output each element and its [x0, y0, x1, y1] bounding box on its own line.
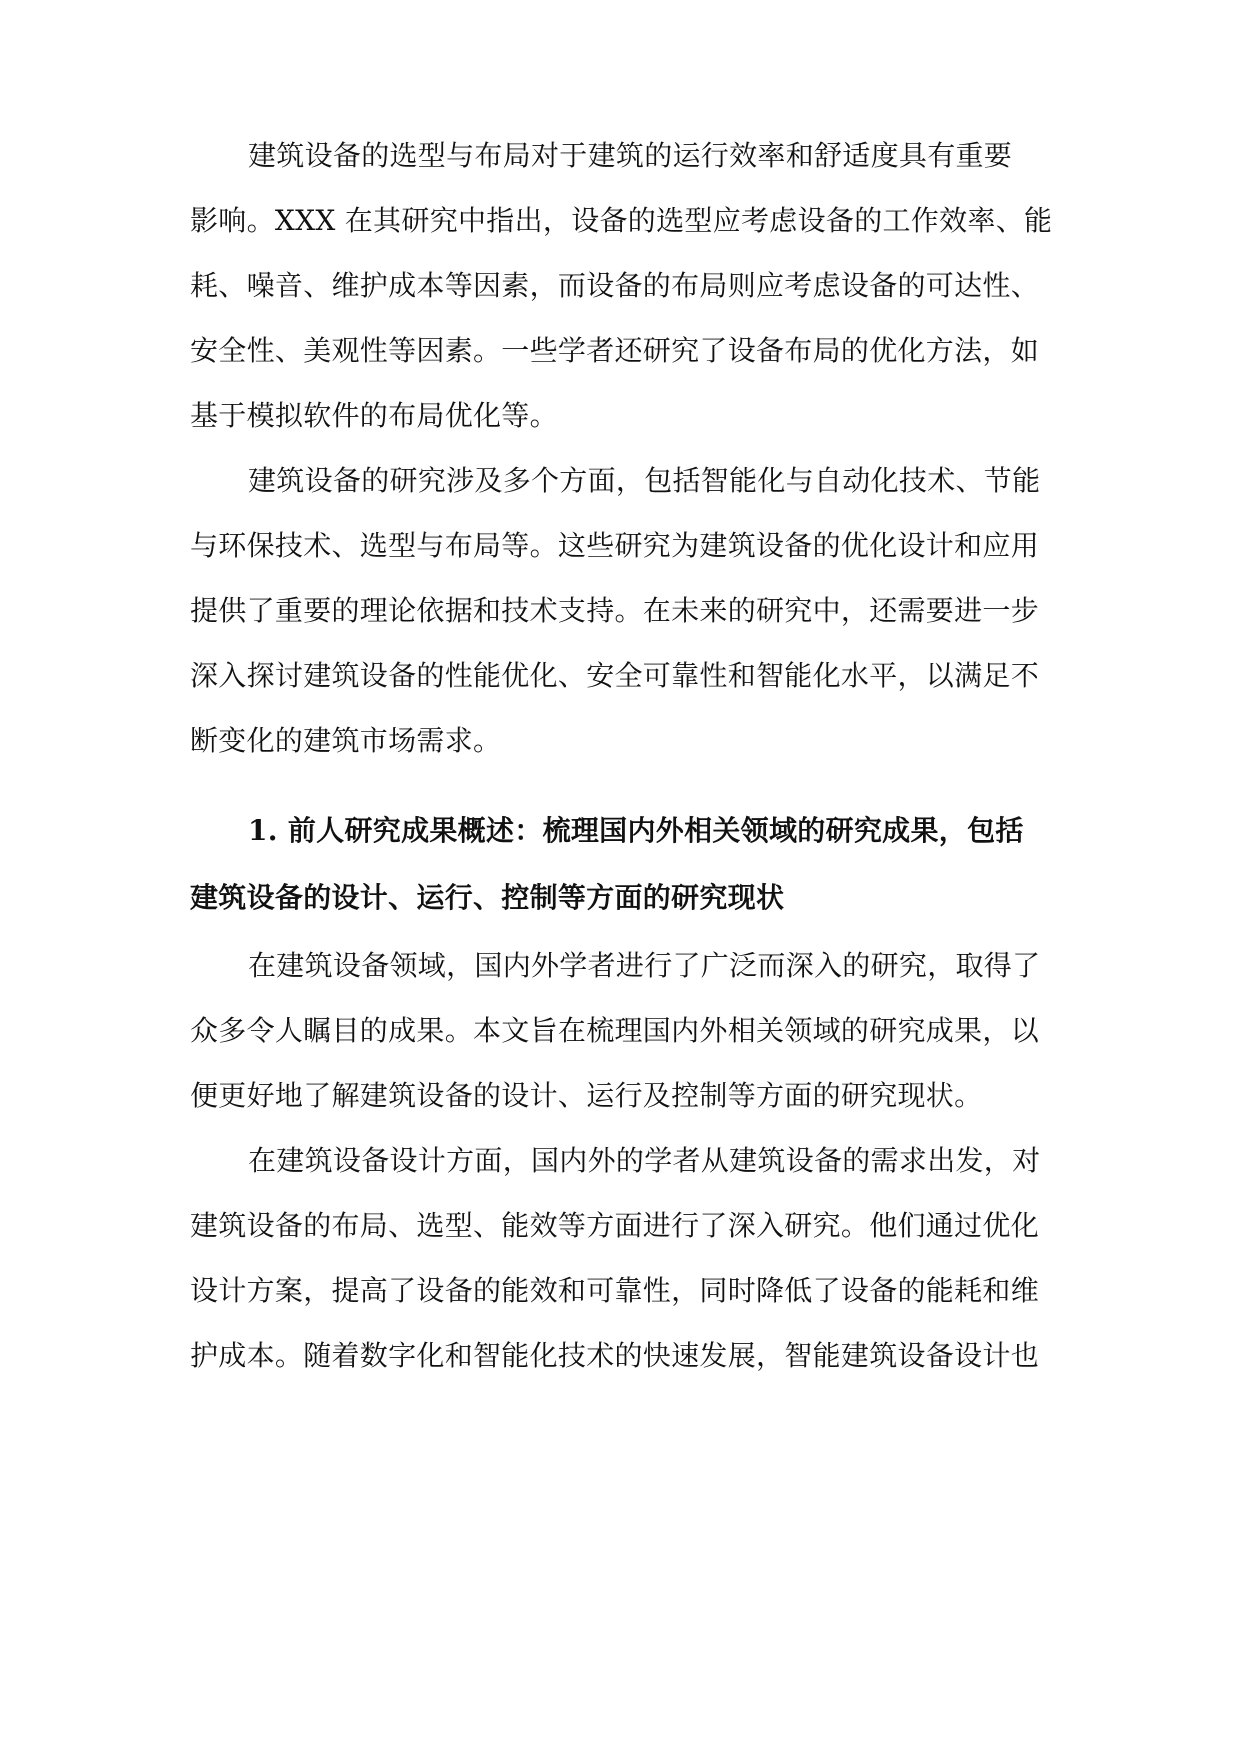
paragraph-2-line-2: 与环保技术、选型与布局等。这些研究为建筑设备的优化设计和应用	[190, 529, 1040, 562]
paragraph-1-line-1: 建筑设备的选型与布局对于建筑的运行效率和舒适度具有重要	[248, 139, 1013, 172]
section-heading-line-1: 1. 前人研究成果概述：梳理国内外相关领域的研究成果，包括	[248, 814, 1024, 847]
paragraph-2-line-1: 建筑设备的研究涉及多个方面，包括智能化与自动化技术、节能	[248, 464, 1041, 497]
paragraph-4-line-4: 护成本。随着数字化和智能化技术的快速发展，智能建筑设备设计也	[190, 1339, 1040, 1372]
paragraph-3-line-3: 便更好地了解建筑设备的设计、运行及控制等方面的研究现状。	[190, 1079, 983, 1112]
paragraph-4-line-3: 设计方案，提高了设备的能效和可靠性，同时降低了设备的能耗和维	[190, 1274, 1040, 1307]
paragraph-1-line-4: 安全性、美观性等因素。一些学者还研究了设备布局的优化方法，如	[190, 334, 1040, 367]
paragraph-2-line-4: 深入探讨建筑设备的性能优化、安全可靠性和智能化水平，以满足不	[190, 659, 1040, 692]
paragraph-4-line-2: 建筑设备的布局、选型、能效等方面进行了深入研究。他们通过优化	[190, 1209, 1040, 1242]
paragraph-3-line-2: 众多令人瞩目的成果。本文旨在梳理国内外相关领域的研究成果，以	[190, 1014, 1040, 1047]
paragraph-2-line-3: 提供了重要的理论依据和技术支持。在未来的研究中，还需要进一步	[190, 594, 1040, 627]
paragraph-3-line-1: 在建筑设备领域，国内外学者进行了广泛而深入的研究，取得了	[248, 949, 1041, 982]
paragraph-4-line-1: 在建筑设备设计方面，国内外的学者从建筑设备的需求出发，对	[248, 1144, 1041, 1177]
section-heading-line-2: 建筑设备的设计、运行、控制等方面的研究现状	[190, 881, 785, 914]
paragraph-1-line-3: 耗、噪音、维护成本等因素，而设备的布局则应考虑设备的可达性、	[190, 269, 1040, 302]
paragraph-1-line-5: 基于模拟软件的布局优化等。	[190, 399, 558, 432]
paragraph-1-line-2: 影响。XXX 在其研究中指出，设备的选型应考虑设备的工作效率、能	[190, 204, 1053, 237]
paragraph-2-line-5: 断变化的建筑市场需求。	[190, 724, 502, 757]
